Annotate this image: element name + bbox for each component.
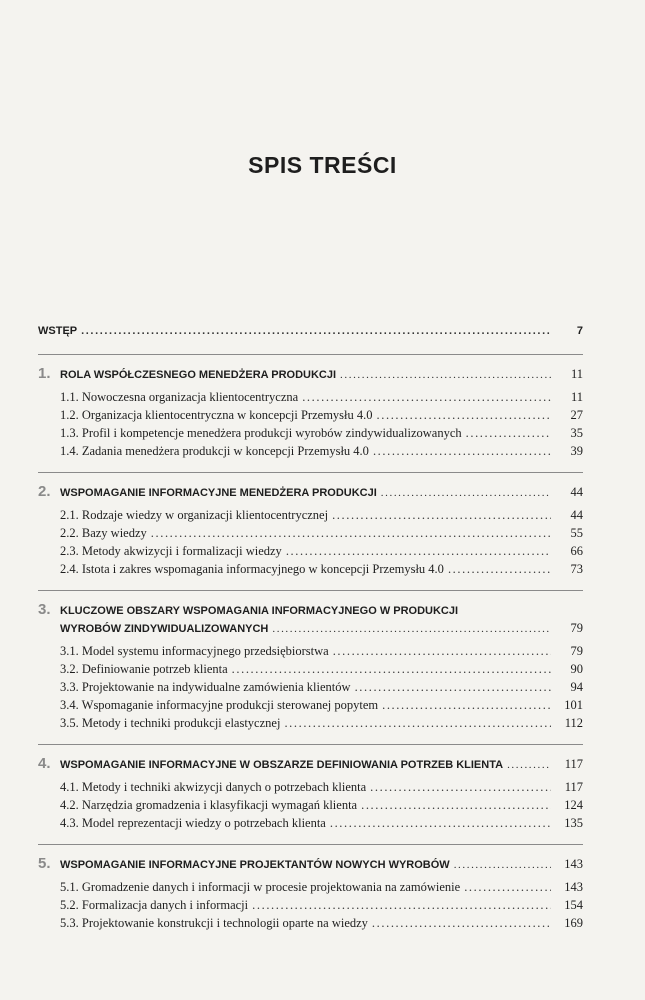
chapter-number: 3.	[38, 601, 51, 618]
toc-entry-label: 3.4. Wspomaganie informacyjne produkcji sterowanej popytem	[60, 698, 379, 712]
toc-section-entry[interactable]	[60, 914, 583, 932]
chapter-title: KLUCZOWE OBSZARY WSPOMAGANIA INFORMACYJNEGO W PRODUKCJI	[60, 605, 459, 617]
chapter-title: ROLA WSPÓŁCZESNEGO MENEDŻERA PRODUKCJI	[60, 369, 337, 381]
toc-entry-label: 1.4. Zadania menedżera produkcji w koncepcji Przemysłu 4.0	[60, 444, 369, 458]
dot-leader	[377, 406, 551, 424]
toc-entry-label: 3.3. Projektowanie na indywidualne zamówienia klientów	[60, 680, 351, 694]
toc-section-entry[interactable]	[60, 814, 583, 832]
toc-page-number: 35	[570, 426, 583, 440]
toc-entry-label: 2.1. Rodzaje wiedzy w organizacji klientocentrycznej	[60, 508, 329, 522]
chapter-heading[interactable]	[38, 855, 583, 874]
dot-leader	[340, 367, 551, 384]
toc-chapter	[38, 590, 583, 732]
toc-page-number: 11	[570, 367, 583, 381]
chapter-number: 5.	[38, 855, 51, 872]
dot-leader	[81, 322, 551, 340]
chapter-number: 4.	[38, 755, 51, 772]
chapter-title: WSPOMAGANIE INFORMACYJNE W OBSZARZE DEFINIOWANIA POTRZEB KLIENTA	[60, 759, 504, 771]
toc-section-entry[interactable]	[60, 896, 583, 914]
toc-page-number: 79	[570, 621, 583, 635]
chapter-heading[interactable]	[38, 755, 583, 774]
chapter-title-continued: WYROBÓW ZINDYWIDUALIZOWANYCH	[60, 623, 269, 635]
toc-section-entry[interactable]	[60, 542, 583, 560]
dot-leader	[333, 642, 551, 660]
toc-entry-label: 5.1. Gromadzenie danych i informacji w procesie projektowania na zamówienie	[60, 880, 461, 894]
chapter-number: 2.	[38, 483, 51, 500]
toc-page-number: 112	[564, 716, 583, 730]
toc-page-number: 66	[570, 544, 583, 558]
toc-entry-label: 2.4. Istota i zakres wspomagania informacyjnego w koncepcji Przemysłu 4.0	[60, 562, 444, 576]
toc-page-number: 79	[570, 644, 583, 658]
toc-page-number: 27	[570, 408, 583, 422]
toc-page-number: 39	[570, 444, 583, 458]
dot-leader	[284, 714, 551, 732]
toc-section-entry[interactable]	[60, 778, 583, 796]
toc-page-number: 73	[570, 562, 583, 576]
toc-page-number: 44	[570, 508, 583, 522]
toc-page-number: 101	[564, 698, 583, 712]
dot-leader	[382, 696, 551, 714]
toc-entry-label: 1.2. Organizacja klientocentryczna w koncepcji Przemysłu 4.0	[60, 408, 373, 422]
toc-page-number: 117	[564, 780, 583, 794]
dot-leader	[286, 542, 551, 560]
dot-leader	[370, 778, 551, 796]
toc-page-number: 169	[564, 916, 583, 930]
toc-section-entry[interactable]	[60, 560, 583, 578]
dot-leader	[507, 757, 551, 774]
toc-entry-label: 4.2. Narzędzia gromadzenia i klasyfikacji wymagań klienta	[60, 798, 358, 812]
dot-leader	[252, 896, 551, 914]
chapter-number: 1.	[38, 365, 51, 382]
toc-page-number: 44	[570, 485, 583, 499]
toc-page-number: 11	[570, 390, 583, 404]
dot-leader	[232, 660, 551, 678]
toc-page-number: 143	[564, 857, 583, 871]
dot-leader	[381, 485, 551, 502]
toc-page-number: 7	[576, 325, 583, 337]
toc-section-entry[interactable]	[60, 796, 583, 814]
toc-section-entry[interactable]	[60, 878, 583, 896]
dot-leader	[372, 914, 551, 932]
dot-leader	[454, 857, 551, 874]
chapter-title: WSPOMAGANIE INFORMACYJNE MENEDŻERA PRODUKCJI	[60, 487, 377, 499]
toc-section-entry[interactable]	[60, 660, 583, 678]
toc-page-number: 124	[564, 798, 583, 812]
toc-page-number: 135	[564, 816, 583, 830]
toc-entry-label: 3.2. Definiowanie potrzeb klienta	[60, 662, 228, 676]
toc-page-number: 55	[570, 526, 583, 540]
toc-entry-label: 2.3. Metody akwizycji i formalizacji wiedzy	[60, 544, 282, 558]
toc-section-entry[interactable]	[60, 406, 583, 424]
dot-leader	[361, 796, 551, 814]
dot-leader	[332, 506, 551, 524]
dot-leader	[272, 621, 551, 638]
dot-leader	[302, 388, 551, 406]
table-of-contents	[38, 322, 583, 944]
chapter-heading[interactable]	[38, 483, 583, 502]
dot-leader	[466, 424, 551, 442]
toc-entry-label: 5.3. Projektowanie konstrukcji i technologii oparte na wiedzy	[60, 916, 368, 930]
toc-entry-label: 3.5. Metody i techniki produkcji elastycznej	[60, 716, 281, 730]
toc-entry-label: 5.2. Formalizacja danych i informacji	[60, 898, 249, 912]
dot-leader	[448, 560, 551, 578]
toc-section-entry[interactable]	[60, 442, 583, 460]
toc-section-entry[interactable]	[60, 506, 583, 524]
page-title: SPIS TREŚCI	[248, 152, 397, 178]
dot-leader	[330, 814, 551, 832]
toc-page-number: 117	[564, 757, 583, 771]
toc-section-entry[interactable]	[60, 678, 583, 696]
toc-chapter	[38, 354, 583, 460]
toc-page-number: 154	[564, 898, 583, 912]
toc-entry-label: 2.2. Bazy wiedzy	[60, 526, 147, 540]
dot-leader	[151, 524, 551, 542]
toc-entry-label: 1.1. Nowoczesna organizacja klientocentryczna	[60, 390, 299, 404]
toc-page-number: 143	[564, 880, 583, 894]
toc-entry-label: 3.1. Model systemu informacyjnego przedsiębiorstwa	[60, 644, 329, 658]
toc-entry-label: 4.1. Metody i techniki akwizycji danych o potrzebach klienta	[60, 780, 367, 794]
chapter-title: WSPOMAGANIE INFORMACYJNE PROJEKTANTÓW NOWYCH WYROBÓW	[60, 859, 450, 871]
toc-chapter	[38, 844, 583, 932]
toc-entry-label: WSTĘP	[38, 325, 78, 337]
dot-leader	[464, 878, 551, 896]
toc-section-entry[interactable]	[60, 642, 583, 660]
toc-section-entry[interactable]	[60, 424, 583, 442]
toc-section-entry[interactable]	[60, 524, 583, 542]
toc-section-entry[interactable]	[60, 388, 583, 406]
dot-leader	[373, 442, 551, 460]
toc-entry-label: 4.3. Model reprezentacji wiedzy o potrzebach klienta	[60, 816, 326, 830]
toc-page-number: 94	[570, 680, 583, 694]
toc-entry-label: 1.3. Profil i kompetencje menedżera produkcji wyrobów zindywidualizowanych	[60, 426, 462, 440]
toc-page-number: 90	[570, 662, 583, 676]
toc-chapter	[38, 744, 583, 832]
chapter-heading[interactable]	[38, 365, 583, 384]
toc-section-entry[interactable]	[60, 714, 583, 732]
toc-chapter	[38, 472, 583, 578]
chapter-heading[interactable]	[38, 601, 583, 638]
toc-intro-entry[interactable]	[38, 322, 583, 340]
toc-section-entry[interactable]	[60, 696, 583, 714]
dot-leader	[355, 678, 551, 696]
